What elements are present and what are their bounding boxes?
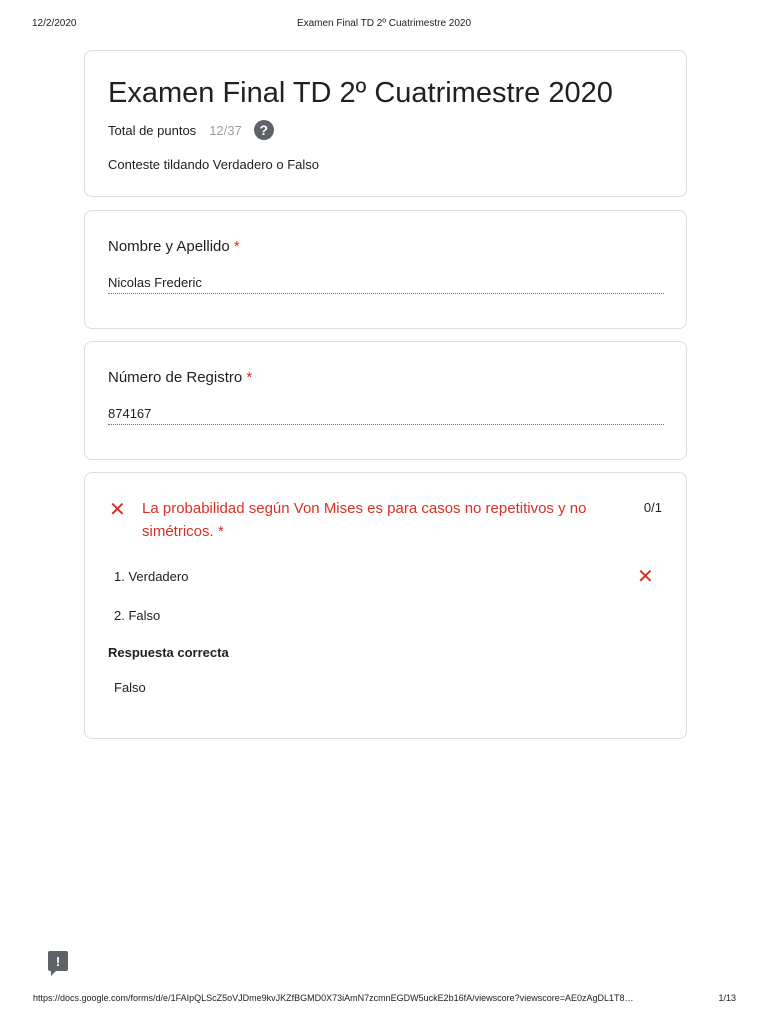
- question-card-name: [84, 210, 687, 329]
- form-header-card: [84, 50, 687, 197]
- selected-wrong-icon: ✕: [637, 566, 654, 588]
- quiz-question-card: [84, 472, 687, 739]
- correct-answer-heading: Respuesta correcta: [108, 645, 229, 660]
- print-date: 12/2/2020: [32, 18, 77, 29]
- feedback-icon[interactable]: !: [48, 951, 68, 971]
- form-description: Conteste tildando Verdadero o Falso: [108, 157, 320, 172]
- question-label-text: Nombre y Apellido: [108, 238, 230, 255]
- print-header: [0, 18, 768, 32]
- option-verdadero: 1. Verdadero: [114, 569, 189, 584]
- quiz-question-text: La probabilidad según Von Mises es para casos no repetitivos y no simétricos. *: [142, 500, 587, 540]
- question-label: [108, 369, 252, 386]
- incorrect-icon: ✕: [109, 499, 126, 521]
- answer-text: 874167: [108, 406, 664, 425]
- print-footer: [0, 993, 768, 1007]
- page-url: https://docs.google.com/forms/d/e/1FAIpQLScZ5oVJDme9kvJKZfBGMD0X73iAmN7zcmnEGDW5uckE2b16fA/viewscore?viewscore=AE0zAgDL1T8…: [33, 993, 634, 1003]
- option-falso: 2. Falso: [114, 608, 161, 623]
- form-title: Examen Final TD 2º Cuatrimestre 2020: [108, 77, 613, 109]
- required-asterisk: *: [233, 238, 240, 255]
- correct-answer-value: Falso: [114, 680, 146, 695]
- print-title: Examen Final TD 2º Cuatrimestre 2020: [296, 18, 472, 29]
- question-label-text: Número de Registro: [108, 369, 243, 386]
- total-points-row: [108, 119, 274, 141]
- total-points-label: Total de puntos: [108, 122, 197, 138]
- help-icon[interactable]: ?: [254, 120, 274, 140]
- total-points-value: 12/37: [209, 122, 242, 138]
- question-score: 0/1: [643, 500, 662, 515]
- page-number: 1/13: [718, 993, 736, 1003]
- question-label: [108, 238, 240, 255]
- required-asterisk: *: [246, 369, 253, 386]
- answer-text: Nicolas Frederic: [108, 275, 664, 294]
- question-card-registro: [84, 341, 687, 460]
